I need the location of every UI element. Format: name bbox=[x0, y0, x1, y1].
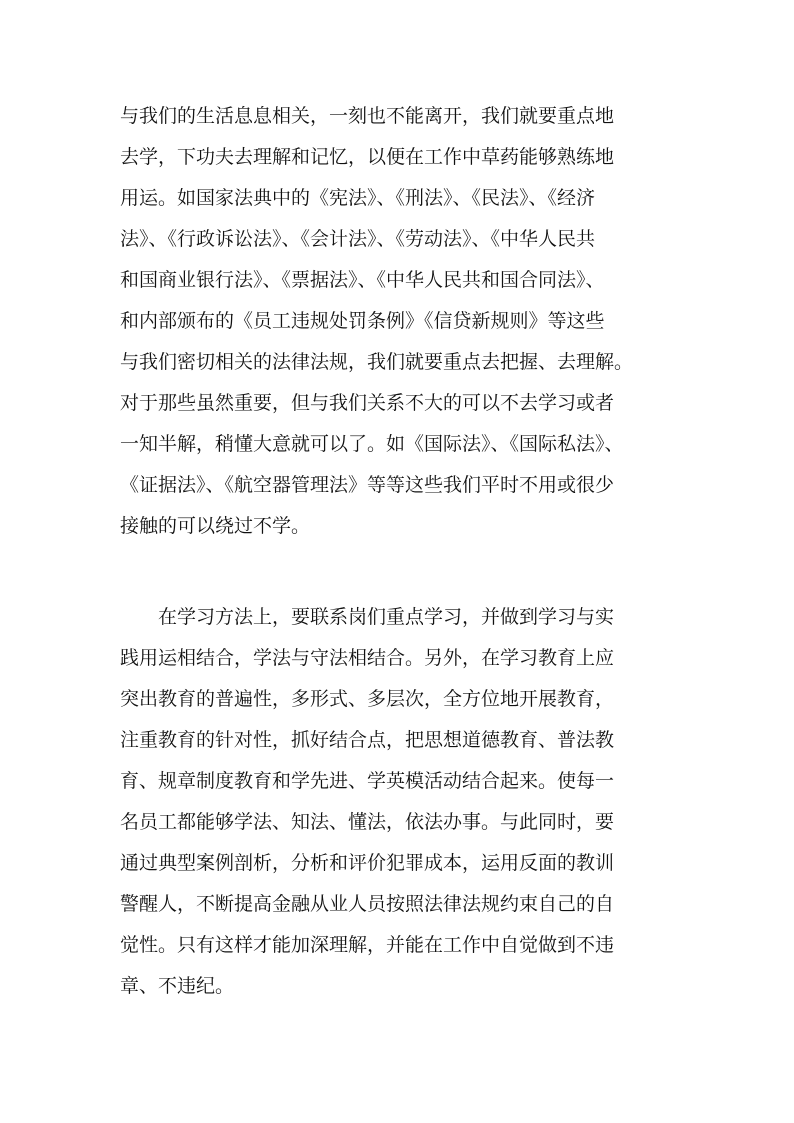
text-line: 和国商业银行法》、《票据法》、《中华人民共和国合同法》、 bbox=[120, 269, 605, 291]
text-line: 通过典型案例剖析，分析和评价犯罪成本，运用反面的教训 bbox=[120, 852, 615, 874]
text-line: 觉性。只有这样才能加深理解，并能在工作中自觉做到不违 bbox=[120, 934, 615, 956]
text-line: 育、规章制度教育和学先进、学英模活动结合起来。使每一 bbox=[120, 770, 615, 792]
text-line: 与我们密切相关的法律法规，我们就要重点去把握、去理解。 bbox=[120, 351, 634, 373]
text-line: 《证据法》、《航空器管理法》等等这些我们平时不用或很少 bbox=[120, 474, 615, 496]
text-line: 法》、《行政诉讼法》、《会计法》、《劳动法》、《中华人民共 bbox=[120, 228, 596, 250]
text-line: 和内部颁布的《员工违规处罚条例》《信贷新规则》等这些 bbox=[120, 310, 605, 332]
text-line: 与我们的生活息息相关，一刻也不能离开，我们就要重点地 bbox=[120, 105, 615, 127]
text-line: 名员工都能够学法、知法、懂法，依法办事。与此同时，要 bbox=[120, 811, 615, 833]
text-line: 章、不违纪。 bbox=[120, 975, 235, 997]
text-line: 在学习方法上，要联系岗们重点学习，并做到学习与实 bbox=[120, 606, 615, 628]
paragraph-2 bbox=[120, 597, 700, 1007]
text-line: 突出教育的普遍性，多形式、多层次，全方位地开展教育， bbox=[120, 688, 615, 710]
text-line: 去学，下功夫去理解和记忆，以便在工作中草药能够熟练地 bbox=[120, 146, 615, 168]
text-line: 接触的可以绕过不学。 bbox=[120, 515, 311, 537]
text-line: 对于那些虽然重要，但与我们关系不大的可以不去学习或者 bbox=[120, 392, 615, 414]
text-line: 注重教育的针对性，抓好结合点，把思想道德教育、普法教 bbox=[120, 729, 615, 751]
text-line: 警醒人，不断提高金融从业人员按照法律法规约束自己的自 bbox=[120, 893, 615, 915]
text-line: 用运。如国家法典中的《宪法》、《刑法》、《民法》、《经济 bbox=[120, 187, 596, 209]
text-line: 践用运相结合，学法与守法相结合。另外，在学习教育上应 bbox=[120, 647, 615, 669]
paragraph-1 bbox=[120, 96, 700, 547]
text-line: 一知半解，稍懂大意就可以了。如《国际法》、《国际私法》、 bbox=[120, 433, 624, 455]
